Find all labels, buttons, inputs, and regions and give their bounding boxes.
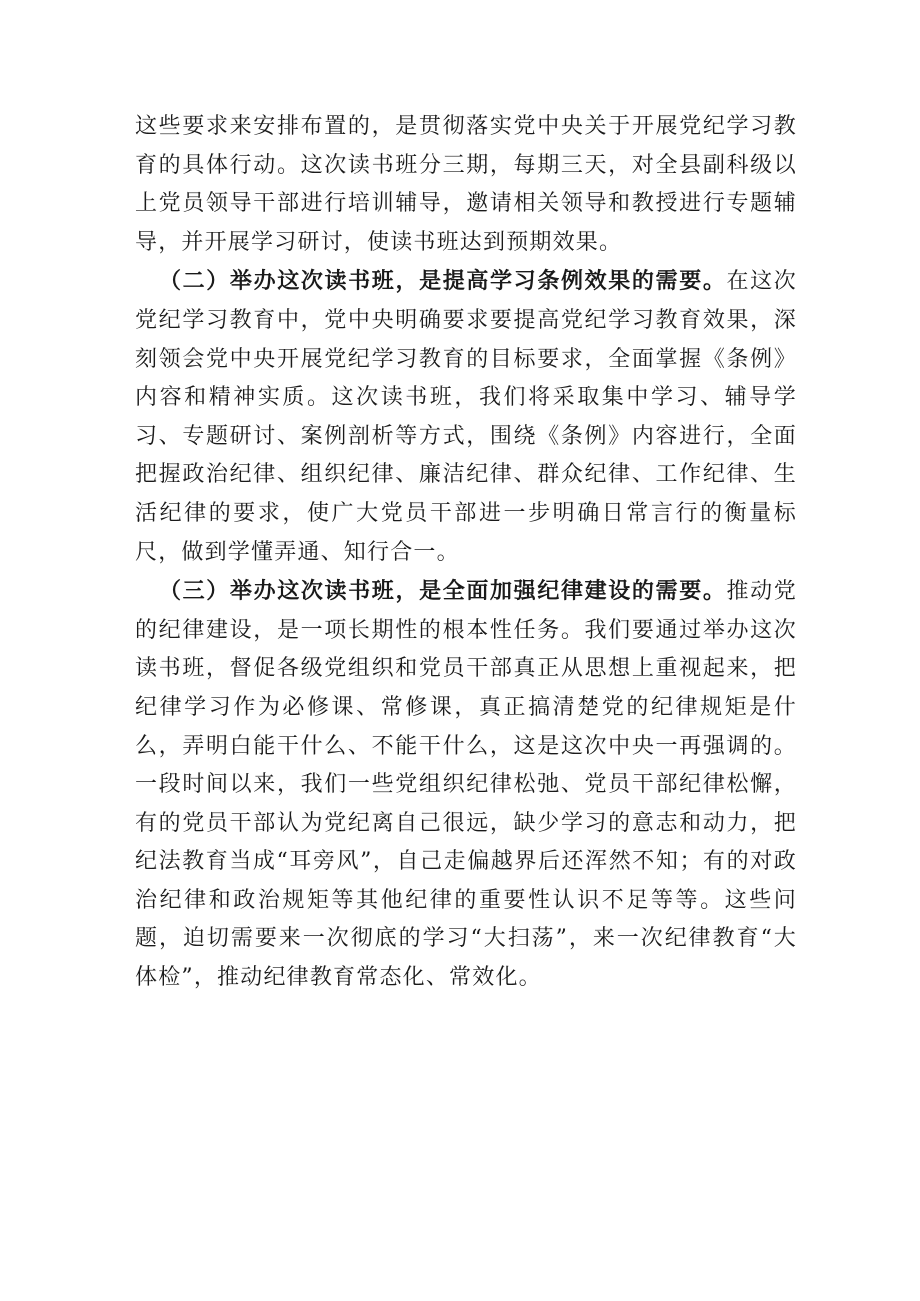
document-page	[135, 108, 797, 998]
paragraph-2	[135, 262, 797, 572]
paragraph-1	[135, 108, 797, 262]
paragraph-3	[135, 572, 797, 998]
paragraph-1-text: 这些要求来安排布置的，是贯彻落实党中央关于开展党纪学习教育的具体行动。这次读书班分三期，每期三天，对全县副科级以上党员领导干部进行培训辅导，邀请相关领导和教授进行专题辅导，并开展学习研讨，使读书班达到预期效果。	[135, 114, 797, 255]
paragraph-2-heading: （二）举办这次读书班，是提高学习条例效果的需要。	[159, 268, 727, 295]
paragraph-2-text: 在这次党纪学习教育中，党中央明确要求要提高党纪学习教育效果，深刻领会党中央开展党纪学习教育的目标要求，全面掌握《条例》内容和精神实质。这次读书班，我们将采取集中学习、辅导学习、专题研讨、案例剖析等方式，围绕《条例》内容进行，全面把握政治纪律、组织纪律、廉洁纪律、群众纪律、工作纪律、生活纪律的要求，使广大党员干部进一步明确日常言行的衡量标尺，做到学懂弄通、知行合一。	[135, 269, 797, 565]
paragraph-3-heading: （三）举办这次读书班，是全面加强纪律建设的需要。	[159, 578, 727, 605]
paragraph-3-text: 推动党的纪律建设，是一项长期性的根本性任务。我们要通过举办这次读书班，督促各级党组织和党员干部真正从思想上重视起来，把纪律学习作为必修课、常修课，真正搞清楚党的纪律规矩是什么，弄明白能干什么、不能干什么，这是这次中央一再强调的。一段时间以来，我们一些党组织纪律松弛、党员干部纪律松懈，有的党员干部认为党纪离自己很远，缺少学习的意志和动力，把纪法教育当成“耳旁风”，自己走偏越界后还浑然不知；有的对政治纪律和政治规矩等其他纪律的重要性认识不足等等。这些问题，迫切需要来一次彻底的学习“大扫荡”，来一次纪律教育“大体检”，推动纪律教育常态化、常效化。	[135, 579, 797, 991]
